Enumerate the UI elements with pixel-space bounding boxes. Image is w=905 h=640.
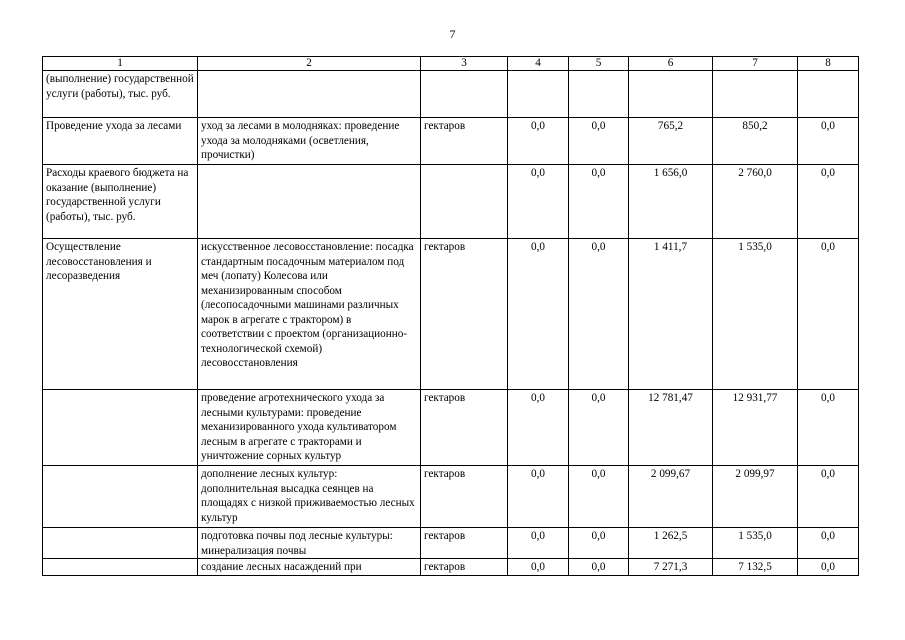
column-header: 3 — [421, 57, 508, 71]
table-row — [43, 559, 859, 576]
value-cell: 2 099,97 — [713, 466, 798, 528]
unit-cell: гектаров — [421, 390, 508, 466]
column-header: 7 — [713, 57, 798, 71]
work-description-cell: создание лесных насаждений при — [198, 559, 421, 576]
unit-cell: гектаров — [421, 239, 508, 390]
service-name-cell — [43, 466, 198, 528]
value-cell: 0,0 — [569, 559, 629, 576]
value-cell: 7 271,3 — [629, 559, 713, 576]
value-cell: 0,0 — [569, 239, 629, 390]
value-cell: 0,0 — [798, 165, 859, 239]
value-cell: 0,0 — [508, 239, 569, 390]
value-cell: 0,0 — [798, 239, 859, 390]
work-description-cell: подготовка почвы под лесные культуры: минерализация почвы — [198, 528, 421, 559]
value-cell: 1 535,0 — [713, 528, 798, 559]
column-header: 8 — [798, 57, 859, 71]
value-cell: 0,0 — [508, 165, 569, 239]
column-header: 1 — [43, 57, 198, 71]
unit-cell: гектаров — [421, 466, 508, 528]
page-number: 7 — [449, 27, 456, 41]
value-cell: 0,0 — [508, 118, 569, 165]
column-header: 4 — [508, 57, 569, 71]
value-cell: 0,0 — [569, 390, 629, 466]
unit-cell — [421, 71, 508, 118]
service-name-cell — [43, 528, 198, 559]
service-name-cell: Осуществление лесовосстановления и лесоразведения — [43, 239, 198, 390]
value-cell: 0,0 — [798, 528, 859, 559]
value-cell: 12 931,77 — [713, 390, 798, 466]
value-cell — [508, 71, 569, 118]
value-cell: 0,0 — [508, 466, 569, 528]
table-row — [43, 165, 859, 239]
work-description-cell — [198, 71, 421, 118]
table-row — [43, 239, 859, 390]
service-name-cell: Проведение ухода за лесами — [43, 118, 198, 165]
table-row — [43, 466, 859, 528]
value-cell: 1 535,0 — [713, 239, 798, 390]
table-row — [43, 390, 859, 466]
value-cell — [569, 71, 629, 118]
value-cell: 1 262,5 — [629, 528, 713, 559]
value-cell: 0,0 — [569, 528, 629, 559]
value-cell — [798, 71, 859, 118]
value-cell — [713, 71, 798, 118]
value-cell: 1 411,7 — [629, 239, 713, 390]
value-cell: 0,0 — [798, 118, 859, 165]
unit-cell — [421, 165, 508, 239]
value-cell: 2 099,67 — [629, 466, 713, 528]
value-cell: 12 781,47 — [629, 390, 713, 466]
value-cell: 765,2 — [629, 118, 713, 165]
service-name-cell: Расходы краевого бюджета на оказание (выполнение) государственной услуги (работы), тыс. руб. — [43, 165, 198, 239]
column-header: 5 — [569, 57, 629, 71]
service-name-cell — [43, 559, 198, 576]
value-cell: 0,0 — [798, 559, 859, 576]
unit-cell: гектаров — [421, 559, 508, 576]
value-cell: 7 132,5 — [713, 559, 798, 576]
unit-cell: гектаров — [421, 528, 508, 559]
work-description-cell: проведение агротехнического ухода за лесными культурами: проведение механизированного ухода культиватором лесным в агрегате с тракторами и уничтожение сорных культур — [198, 390, 421, 466]
value-cell: 0,0 — [508, 528, 569, 559]
value-cell: 2 760,0 — [713, 165, 798, 239]
value-cell: 0,0 — [798, 466, 859, 528]
service-name-cell: (выполнение) государственной услуги (работы), тыс. руб. — [43, 71, 198, 118]
table-row — [43, 71, 859, 118]
data-table — [42, 56, 859, 576]
table-row — [43, 528, 859, 559]
column-header: 2 — [198, 57, 421, 71]
unit-cell: гектаров — [421, 118, 508, 165]
value-cell: 1 656,0 — [629, 165, 713, 239]
value-cell: 0,0 — [569, 118, 629, 165]
value-cell: 0,0 — [569, 165, 629, 239]
table-row — [43, 118, 859, 165]
work-description-cell — [198, 165, 421, 239]
work-description-cell: дополнение лесных культур: дополнительная высадка сеянцев на площадях с низкой приживаемостью лесных культур — [198, 466, 421, 528]
value-cell: 0,0 — [569, 466, 629, 528]
column-header: 6 — [629, 57, 713, 71]
value-cell: 850,2 — [713, 118, 798, 165]
service-name-cell — [43, 390, 198, 466]
header-row — [43, 57, 859, 71]
value-cell: 0,0 — [508, 390, 569, 466]
value-cell: 0,0 — [508, 559, 569, 576]
work-description-cell: искусственное лесовосстановление: посадка стандартным посадочным материалом под меч (лопату) Колесова или механизированным способом (лесопосадочными машинами различных марок в агрегате с трактором) в соответствии с проектом (организационно-технологической схемой) лесовосстановления — [198, 239, 421, 390]
work-description-cell: уход за лесами в молодняках: проведение ухода за молодняками (осветления, прочистки) — [198, 118, 421, 165]
value-cell: 0,0 — [798, 390, 859, 466]
value-cell — [629, 71, 713, 118]
